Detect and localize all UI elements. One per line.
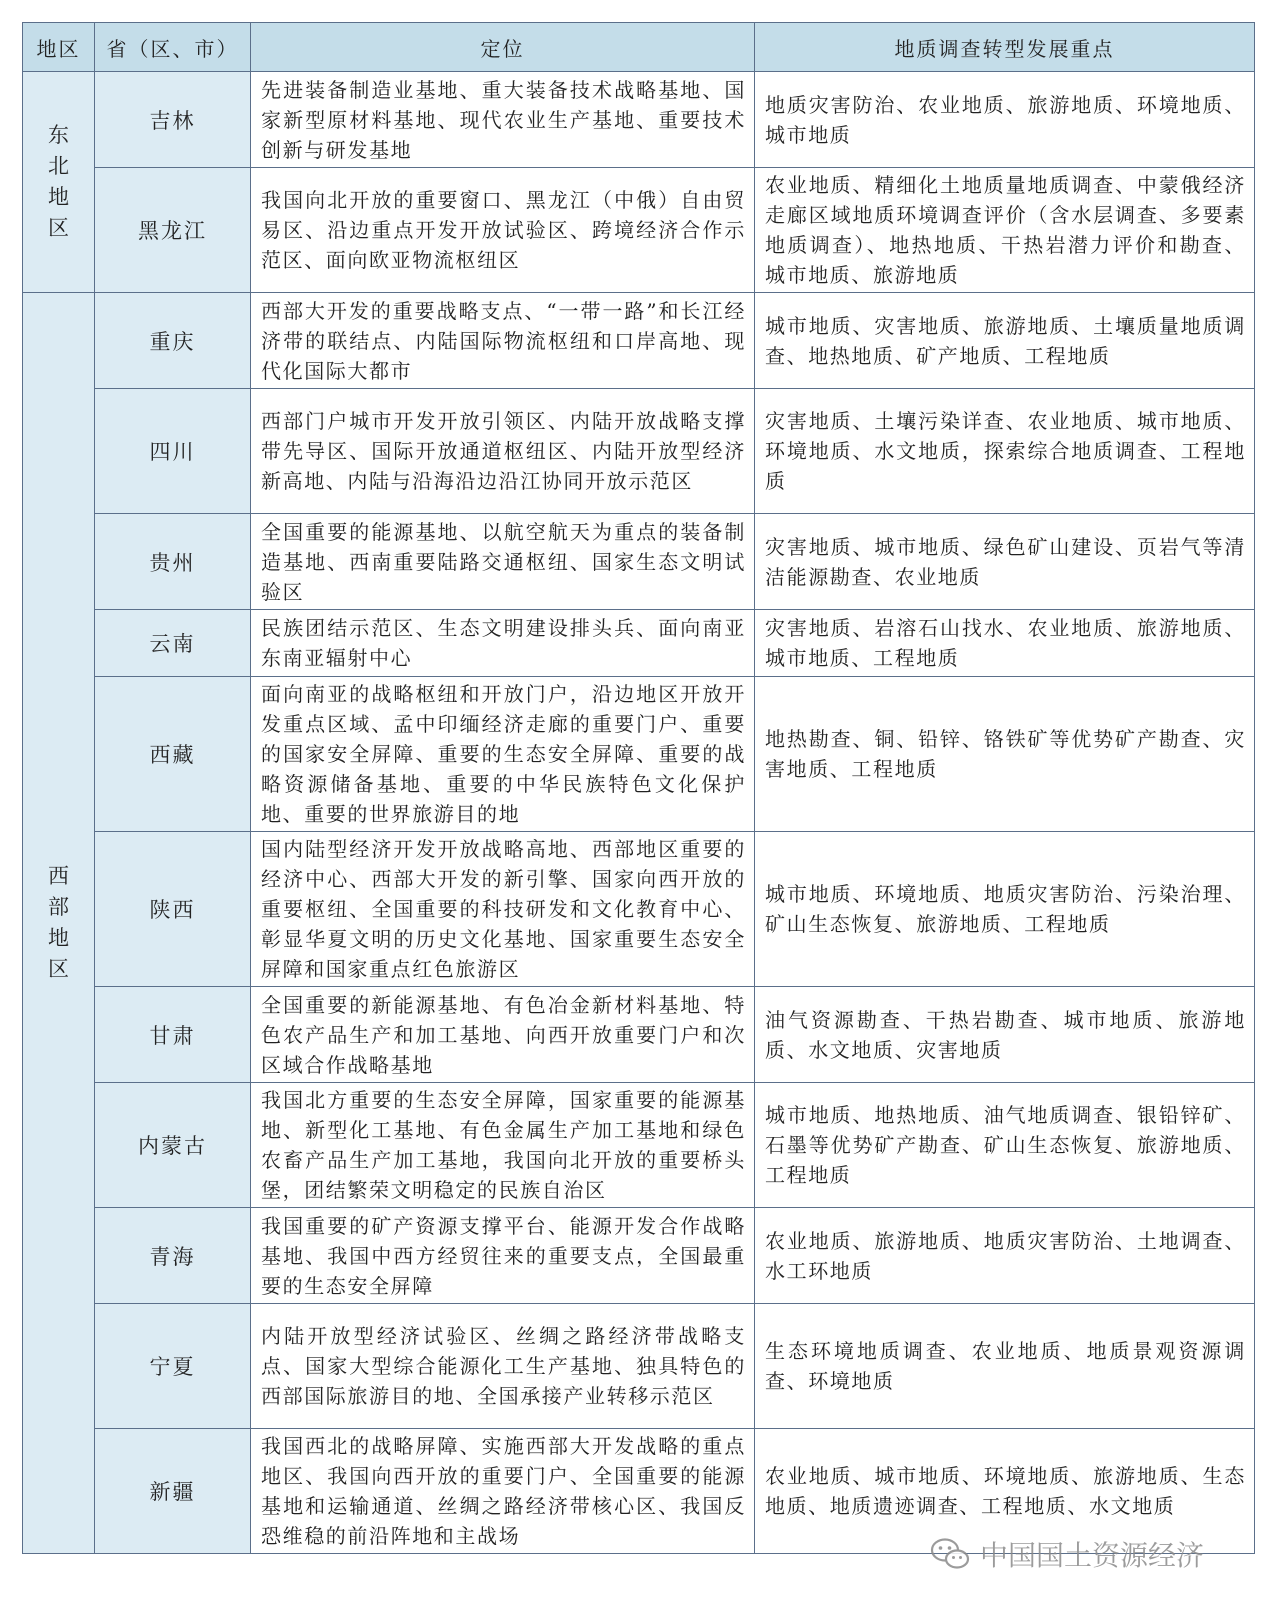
province-cell: 西藏 — [95, 677, 251, 832]
table-row — [23, 293, 1255, 389]
province-cell: 青海 — [95, 1208, 251, 1304]
positioning-cell: 全国重要的新能源基地、有色冶金新材料基地、特色农产品生产和加工基地、向西开放重要门户和次区域合作战略基地 — [251, 987, 755, 1083]
positioning-cell: 先进装备制造业基地、重大装备技术战略基地、国家新型原材料基地、现代农业生产基地、重要技术创新与研发基地 — [251, 72, 755, 168]
focus-cell: 灾害地质、城市地质、绿色矿山建设、页岩气等清洁能源勘查、农业地质 — [755, 514, 1255, 610]
region-char: 区 — [48, 957, 69, 981]
province-cell: 甘肃 — [95, 987, 251, 1083]
focus-cell: 城市地质、环境地质、地质灾害防治、污染治理、矿山生态恢复、旅游地质、工程地质 — [755, 832, 1255, 987]
watermark — [930, 1534, 1204, 1574]
province-cell: 内蒙古 — [95, 1083, 251, 1208]
focus-cell: 农业地质、旅游地质、地质灾害防治、土地调查、水工环地质 — [755, 1208, 1255, 1304]
table-row — [23, 610, 1255, 677]
province-cell: 陕西 — [95, 832, 251, 987]
header-positioning: 定位 — [251, 23, 755, 72]
focus-cell: 农业地质、城市地质、环境地质、旅游地质、生态地质、地质遗迹调查、工程地质、水文地质 — [755, 1429, 1255, 1554]
table-row — [23, 1083, 1255, 1208]
region-char: 区 — [48, 216, 69, 240]
positioning-cell: 我国重要的矿产资源支撑平台、能源开发合作战略基地、我国中西方经贸往来的重要支点，全国最重要的生态安全屏障 — [251, 1208, 755, 1304]
region-char: 地 — [48, 926, 69, 950]
table-row — [23, 72, 1255, 168]
header-region: 地区 — [23, 23, 95, 72]
focus-cell: 地热勘查、铜、铅锌、铬铁矿等优势矿产勘查、灾害地质、工程地质 — [755, 677, 1255, 832]
province-cell: 重庆 — [95, 293, 251, 389]
table-row — [23, 1304, 1255, 1429]
focus-cell: 灾害地质、岩溶石山找水、农业地质、旅游地质、城市地质、工程地质 — [755, 610, 1255, 677]
focus-cell: 地质灾害防治、农业地质、旅游地质、环境地质、城市地质 — [755, 72, 1255, 168]
positioning-cell: 国内陆型经济开发开放战略高地、西部地区重要的经济中心、西部大开发的新引擎、国家向西开放的重要枢纽、全国重要的科技研发和文化教育中心、彰显华夏文明的历史文化基地、国家重要生态安全屏障和国家重点红色旅游区 — [251, 832, 755, 987]
table-row — [23, 514, 1255, 610]
region-cell-northeast — [23, 72, 95, 293]
watermark-text: 中国国土资源经济 — [980, 1539, 1205, 1572]
table-row — [23, 677, 1255, 832]
positioning-cell: 西部门户城市开发开放引领区、内陆开放战略支撑带先导区、国际开放通道枢纽区、内陆开放型经济新高地、内陆与沿海沿边沿江协同开放示范区 — [251, 389, 755, 514]
table-row — [23, 987, 1255, 1083]
table-row — [23, 832, 1255, 987]
province-cell: 四川 — [95, 389, 251, 514]
region-char: 北 — [48, 154, 69, 178]
header-province: 省（区、市） — [95, 23, 251, 72]
focus-cell: 农业地质、精细化土地质量地质调查、中蒙俄经济走廊区域地质环境调查评价（含水层调查、多要素地质调查）、地热地质、干热岩潜力评价和勘查、城市地质、旅游地质 — [755, 168, 1255, 293]
positioning-cell: 面向南亚的战略枢纽和开放门户，沿边地区开放开发重点区域、孟中印缅经济走廊的重要门户、重要的国家安全屏障、重要的生态安全屏障、重要的战略资源储备基地、重要的中华民族特色文化保护地、重要的世界旅游目的地 — [251, 677, 755, 832]
focus-cell: 灾害地质、土壤污染详查、农业地质、城市地质、环境地质、水文地质，探索综合地质调查、工程地质 — [755, 389, 1255, 514]
geology-positioning-table — [22, 22, 1255, 1554]
province-cell: 贵州 — [95, 514, 251, 610]
province-cell: 云南 — [95, 610, 251, 677]
header-focus: 地质调查转型发展重点 — [755, 23, 1255, 72]
positioning-cell: 西部大开发的重要战略支点、“一带一路”和长江经济带的联结点、内陆国际物流枢纽和口岸高地、现代化国际大都市 — [251, 293, 755, 389]
region-char: 地 — [48, 185, 69, 209]
table-row — [23, 1208, 1255, 1304]
province-cell: 新疆 — [95, 1429, 251, 1554]
positioning-cell: 内陆开放型经济试验区、丝绸之路经济带战略支点、国家大型综合能源化工生产基地、独具特色的西部国际旅游目的地、全国承接产业转移示范区 — [251, 1304, 755, 1429]
positioning-cell: 我国北方重要的生态安全屏障，国家重要的能源基地、新型化工基地、有色金属生产加工基地和绿色农畜产品生产加工基地，我国向北开放的重要桥头堡，团结繁荣文明稳定的民族自治区 — [251, 1083, 755, 1208]
positioning-cell: 民族团结示范区、生态文明建设排头兵、面向南亚东南亚辐射中心 — [251, 610, 755, 677]
focus-cell: 城市地质、灾害地质、旅游地质、土壤质量地质调查、地热地质、矿产地质、工程地质 — [755, 293, 1255, 389]
focus-cell: 油气资源勘查、干热岩勘查、城市地质、旅游地质、水文地质、灾害地质 — [755, 987, 1255, 1083]
positioning-cell: 我国向北开放的重要窗口、黑龙江（中俄）自由贸易区、沿边重点开发开放试验区、跨境经济合作示范区、面向欧亚物流枢纽区 — [251, 168, 755, 293]
focus-cell: 城市地质、地热地质、油气地质调查、银铅锌矿、石墨等优势矿产勘查、矿山生态恢复、旅游地质、工程地质 — [755, 1083, 1255, 1208]
region-char: 西 — [48, 864, 69, 888]
province-cell: 黑龙江 — [95, 168, 251, 293]
positioning-cell: 全国重要的能源基地、以航空航天为重点的装备制造基地、西南重要陆路交通枢纽、国家生态文明试验区 — [251, 514, 755, 610]
table-row — [23, 389, 1255, 514]
region-char: 东 — [48, 123, 69, 147]
table-row — [23, 168, 1255, 293]
region-char: 部 — [48, 895, 69, 919]
focus-cell: 生态环境地质调查、农业地质、地质景观资源调查、环境地质 — [755, 1304, 1255, 1429]
wechat-icon — [930, 1537, 970, 1571]
positioning-cell: 我国西北的战略屏障、实施西部大开发战略的重点地区、我国向西开放的重要门户、全国重要的能源基地和运输通道、丝绸之路经济带核心区、我国反恐维稳的前沿阵地和主战场 — [251, 1429, 755, 1554]
region-cell-west — [23, 293, 95, 1554]
table-header-row — [23, 23, 1255, 72]
province-cell: 吉林 — [95, 72, 251, 168]
province-cell: 宁夏 — [95, 1304, 251, 1429]
